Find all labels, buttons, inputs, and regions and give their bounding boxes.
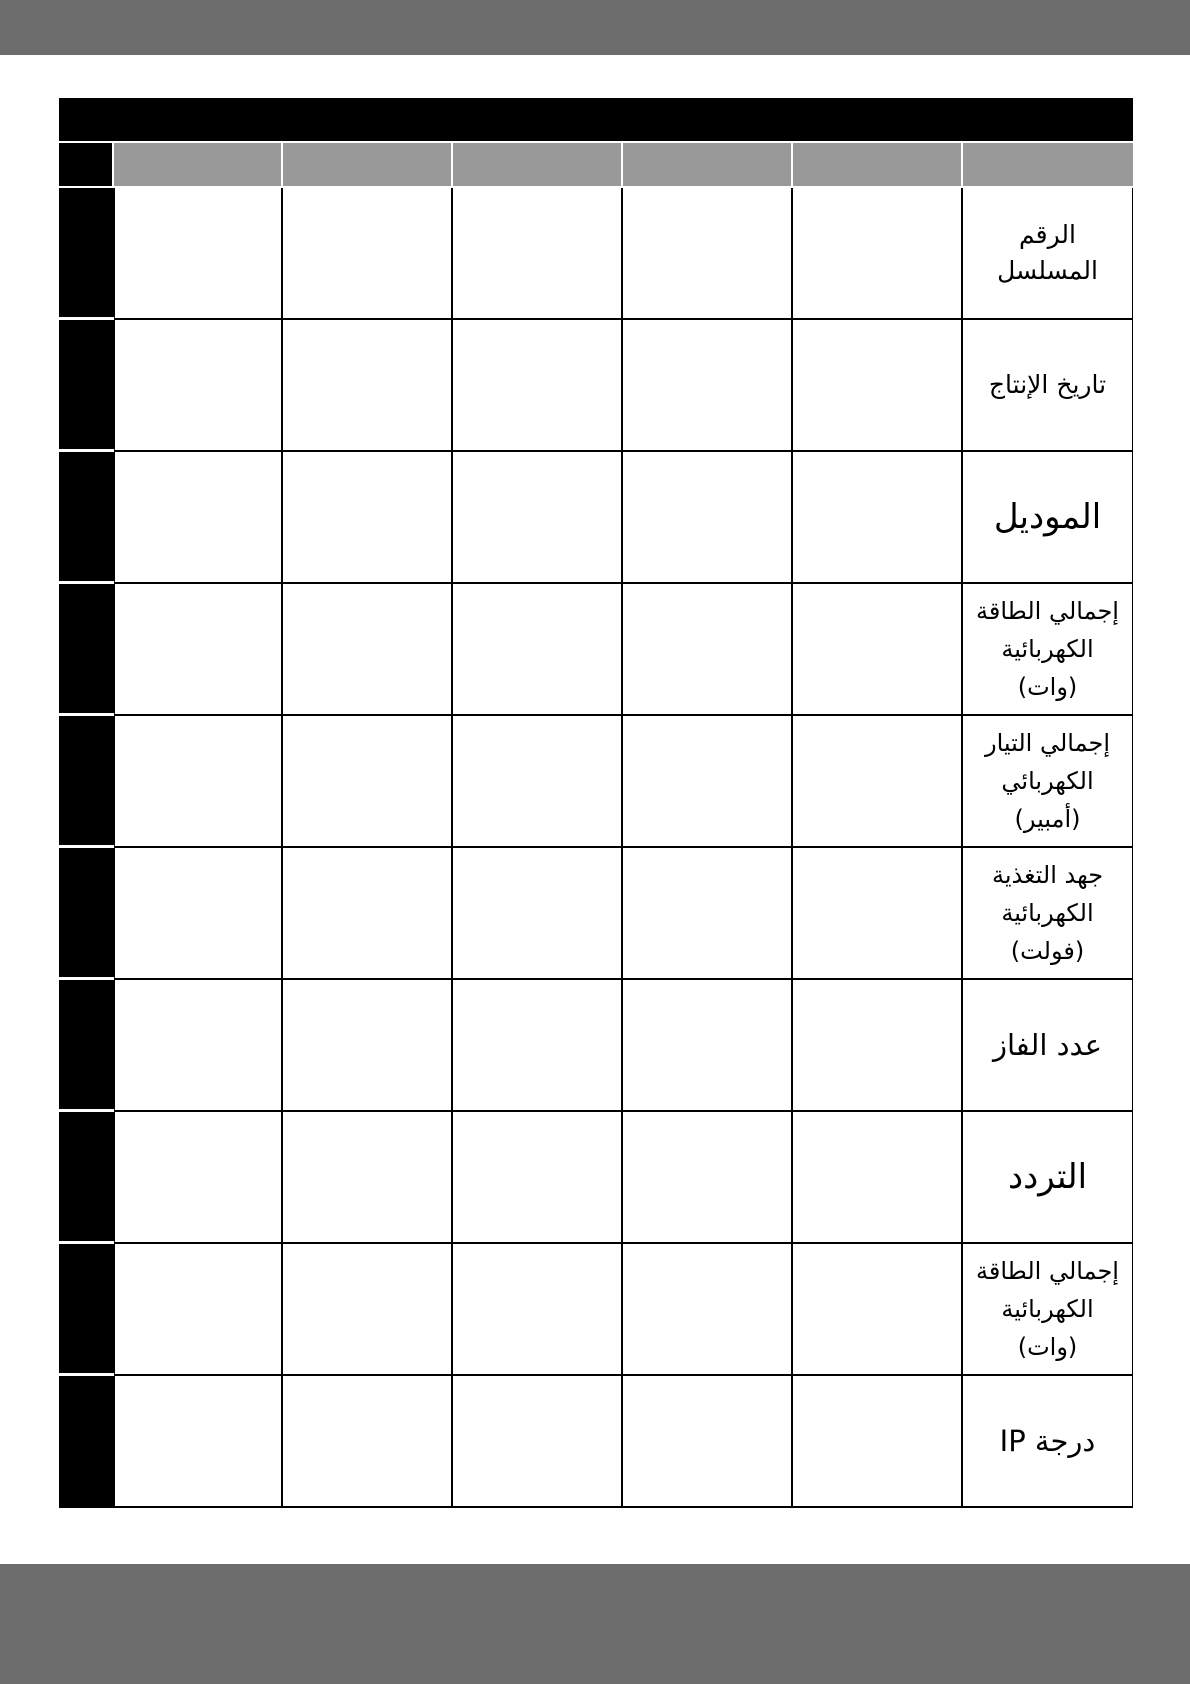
table-cell (114, 980, 283, 1112)
row-label-total-power: إجمالي الطاقة الكهربائية (وات) (963, 584, 1133, 716)
table-cell (453, 1376, 623, 1508)
table-cell (793, 320, 963, 452)
table-cell (623, 188, 793, 320)
row-label-serial-number: الرقم المسلسل (963, 188, 1133, 320)
row-side-marker (59, 188, 114, 320)
table-cell (283, 980, 453, 1112)
table-cell (793, 584, 963, 716)
header-corner-cell (59, 143, 114, 188)
table-cell (793, 980, 963, 1112)
table-cell (114, 1376, 283, 1508)
header-cell (453, 143, 623, 188)
table-cell (453, 848, 623, 980)
table-cell (623, 320, 793, 452)
header-cell (793, 143, 963, 188)
row-side-marker (59, 320, 114, 452)
row-side-marker (59, 1112, 114, 1244)
table-cell (283, 1112, 453, 1244)
table-cell (793, 848, 963, 980)
table-cell (623, 848, 793, 980)
table-cell (453, 320, 623, 452)
table-cell (623, 1112, 793, 1244)
table-cell (623, 584, 793, 716)
row-label-phase-count: عدد الفاز (963, 980, 1133, 1112)
table-cell (283, 188, 453, 320)
table-cell (623, 452, 793, 584)
row-label-ip-rating: درجة IP (963, 1376, 1133, 1508)
row-label-frequency: التردد (963, 1112, 1133, 1244)
table-cell (283, 1376, 453, 1508)
table-cell (283, 1244, 453, 1376)
table-cell (453, 452, 623, 584)
table-cell (623, 980, 793, 1112)
header-cell (623, 143, 793, 188)
header-cell (283, 143, 453, 188)
table-cell (114, 584, 283, 716)
table-cell (114, 188, 283, 320)
table-cell (453, 584, 623, 716)
table-cell (283, 320, 453, 452)
row-label-total-current: إجمالي التيار الكهربائي (أمبير) (963, 716, 1133, 848)
table-cell (793, 188, 963, 320)
table-cell (283, 716, 453, 848)
data-table (59, 143, 1133, 1508)
row-label-production-date: تاريخ الإنتاج (963, 320, 1133, 452)
row-side-marker (59, 716, 114, 848)
row-side-marker (59, 980, 114, 1112)
table-cell (793, 1244, 963, 1376)
row-side-marker (59, 1244, 114, 1376)
table-cell (283, 584, 453, 716)
table-cell (793, 716, 963, 848)
table-cell (114, 1112, 283, 1244)
table-cell (283, 848, 453, 980)
row-label-model: الموديل (963, 452, 1133, 584)
bottom-gray-band (0, 1564, 1190, 1684)
row-label-supply-voltage: جهد التغذية الكهربائية (فولت) (963, 848, 1133, 980)
table-cell (793, 1376, 963, 1508)
row-label-total-power-2: إجمالي الطاقة الكهربائية (وات) (963, 1244, 1133, 1376)
table-cell (114, 320, 283, 452)
table-cell (793, 452, 963, 584)
table-cell (623, 716, 793, 848)
top-gray-band (0, 0, 1190, 55)
table-cell (283, 452, 453, 584)
table-cell (453, 1112, 623, 1244)
table-cell (453, 188, 623, 320)
table-title-bar (59, 98, 1133, 141)
table-cell (453, 716, 623, 848)
table-cell (114, 452, 283, 584)
table-cell (623, 1376, 793, 1508)
header-cell (963, 143, 1133, 188)
table-cell (114, 716, 283, 848)
row-side-marker (59, 1376, 114, 1508)
table-cell (623, 1244, 793, 1376)
table-cell (114, 848, 283, 980)
header-cell (114, 143, 283, 188)
table-cell (114, 1244, 283, 1376)
table-cell (453, 980, 623, 1112)
table-cell (793, 1112, 963, 1244)
table-cell (453, 1244, 623, 1376)
row-side-marker (59, 848, 114, 980)
row-side-marker (59, 452, 114, 584)
row-side-marker (59, 584, 114, 716)
